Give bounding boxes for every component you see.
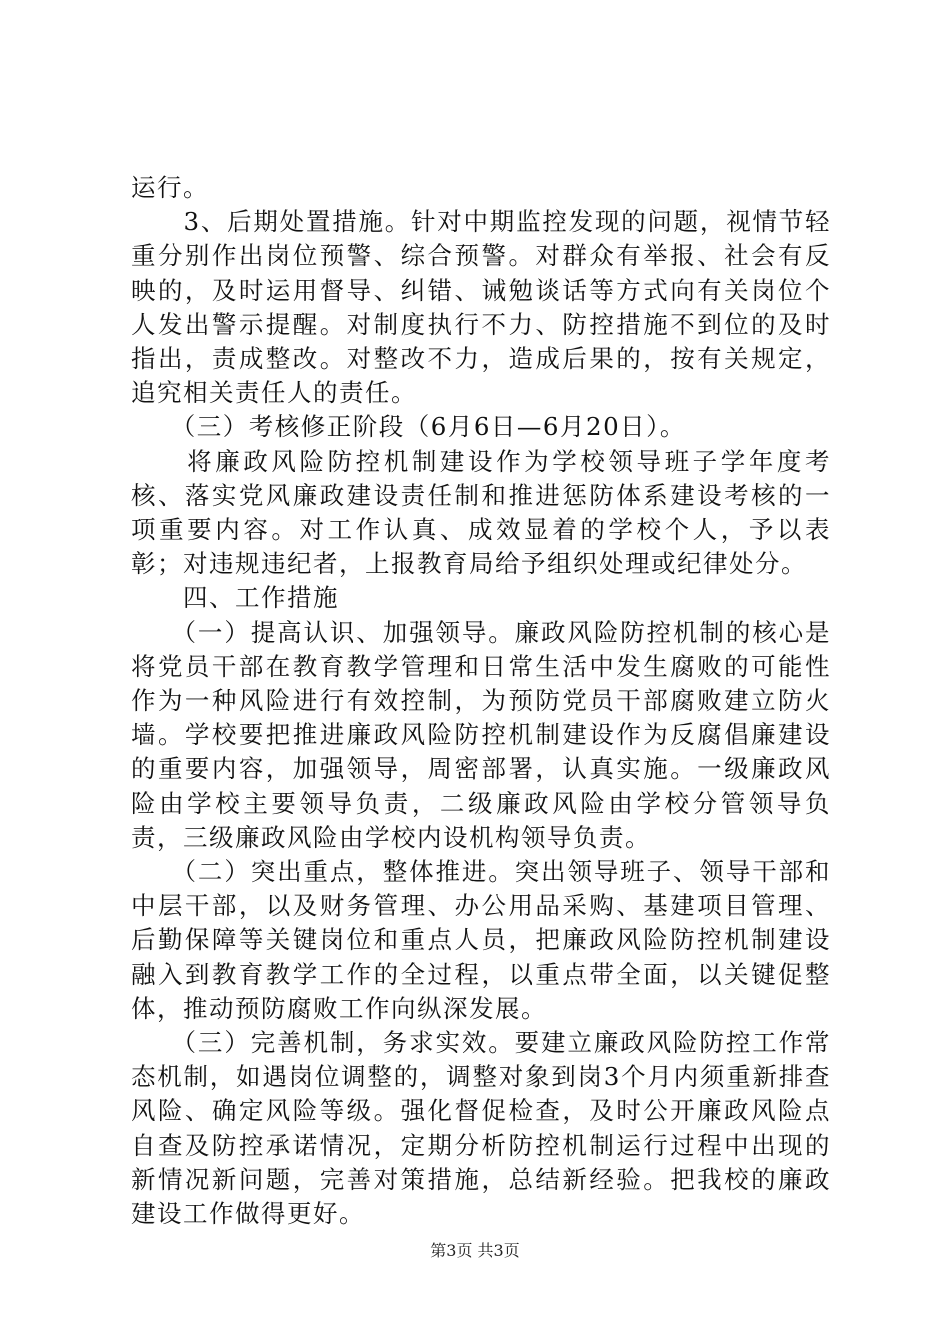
section-heading-work-measures: 四、工作措施 bbox=[131, 583, 339, 613]
paragraph-assessment-stage: 将廉政风险防控机制建设作为学校领导班子学年度考核、落实党风廉政建设责任制和推进惩防体系建设考核的一项重要内容。对工作认真、成效显着的学校个人，予以表彰；对违规违纪者，上报教育局给予组织处理或纪律处分。 bbox=[131, 446, 831, 579]
paragraph-measure-2: （二）突出重点，整体推进。突出领导班子、领导干部和中层干部，以及财务管理、办公用品采购、基建项目管理、后勤保障等关键岗位和重点人员，把廉政风险防控机制建设融入到教育教学工作的全过程，以重点带全面，以关键促整体，推动预防腐败工作向纵深发展。 bbox=[131, 857, 831, 1023]
document-body bbox=[131, 171, 831, 1231]
paragraph-assessment-stage-heading: （三）考核修正阶段（6月6日—6月20日）。 bbox=[131, 412, 686, 442]
page-footer: 第3页 共3页 bbox=[430, 1241, 520, 1260]
paragraph-measure-1: （一）提高认识、加强领导。廉政风险防控机制的核心是将党员干部在教育教学管理和日常生活中发生腐败的可能性作为一种风险进行有效控制，为预防党员干部腐败建立防火墙。学校要把推进廉政风险防控机制建设作为反腐倡廉建设的重要内容，加强领导，周密部署，认真实施。一级廉政风险由学校主要领导负责，二级廉政风险由学校分管领导负责，三级廉政风险由学校内设机构领导负责。 bbox=[131, 617, 831, 852]
paragraph-late-stage-measures: 3、后期处置措施。针对中期监控发现的问题，视情节轻重分别作出岗位预警、综合预警。对群众有举报、社会有反映的，及时运用督导、纠错、诫勉谈话等方式向有关岗位个人发出警示提醒。对制度执行不力、防控措施不到位的及时指出，责成整改。对整改不力，造成后果的，按有关规定，追究相关责任人的责任。 bbox=[131, 207, 831, 408]
paragraph-continuation: 运行。 bbox=[131, 173, 209, 202]
paragraph-measure-3: （三）完善机制，务求实效。要建立廉政风险防控工作常态机制，如遇岗位调整的，调整对象到岗3个月内须重新排查风险、确定风险等级。强化督促检查，及时公开廉政风险点自查及防控承诺情况，定期分析防控机制运行过程中出现的新情况新问题，完善对策措施，总结新经验。把我校的廉政建设工作做得更好。 bbox=[131, 1028, 831, 1229]
